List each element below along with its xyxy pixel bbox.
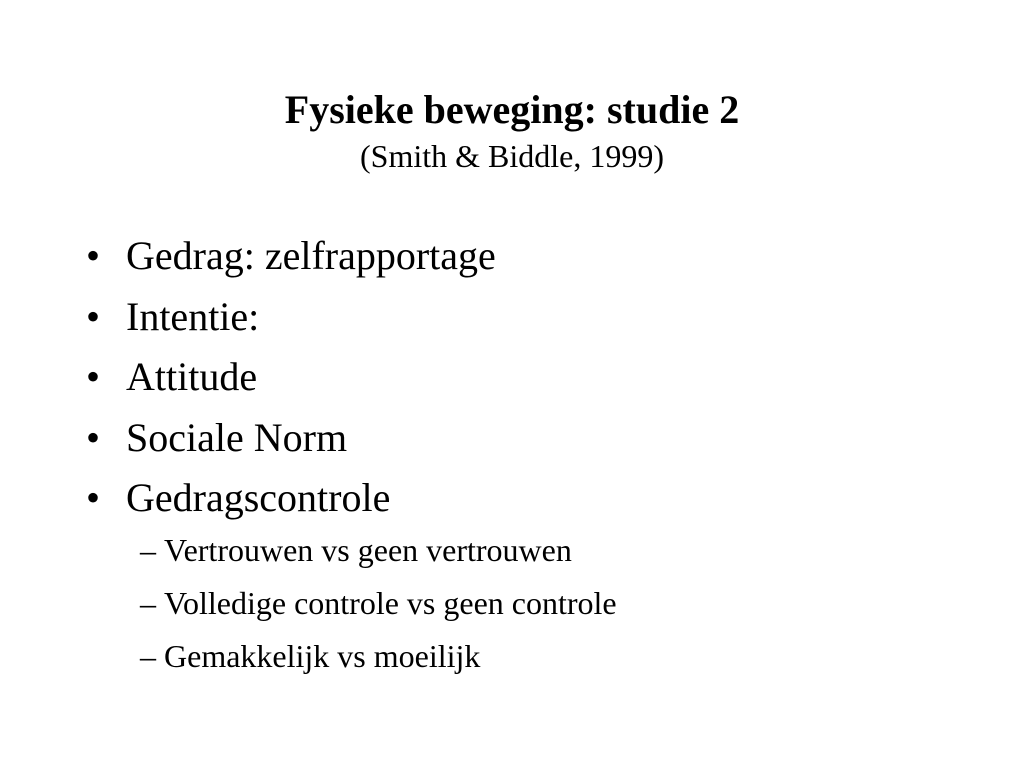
slide-subtitle: (Smith & Biddle, 1999) [360, 138, 664, 174]
bullet-list [86, 226, 496, 529]
bullet-item [86, 347, 496, 408]
bullet-mark: • [86, 293, 101, 339]
bullet-item [86, 408, 496, 469]
bullet-item [86, 226, 496, 287]
bullet-text: Intentie: [126, 293, 260, 339]
slide-title: Fysieke beweging: studie 2 [284, 87, 740, 132]
sub-bullet-item [140, 577, 617, 630]
sub-bullet-item [140, 630, 617, 683]
bullet-mark: • [86, 233, 101, 278]
sub-bullet-item [140, 524, 617, 577]
title-block [0, 84, 1024, 176]
bullet-text: Sociale Norm [126, 414, 348, 460]
sub-bullet-text: Volledige controle vs geen controle [164, 585, 617, 621]
bullet-mark: • [86, 414, 101, 460]
bullet-text: Gedragscontrole [126, 475, 391, 520]
bullet-mark: • [86, 354, 101, 399]
bullet-item [86, 287, 496, 348]
sub-bullet-text: Gemakkelijk vs moeilijk [164, 638, 481, 674]
bullet-text: Gedrag: zelfrapportage [126, 233, 496, 278]
bullet-mark: • [86, 475, 101, 520]
dash-mark: – [140, 638, 156, 674]
bullet-text: Attitude [126, 354, 258, 399]
dash-mark: – [140, 585, 156, 621]
bullet-item [86, 468, 496, 529]
sub-bullet-text: Vertrouwen vs geen vertrouwen [164, 532, 572, 568]
sub-bullet-list [140, 524, 617, 683]
dash-mark: – [140, 532, 156, 568]
